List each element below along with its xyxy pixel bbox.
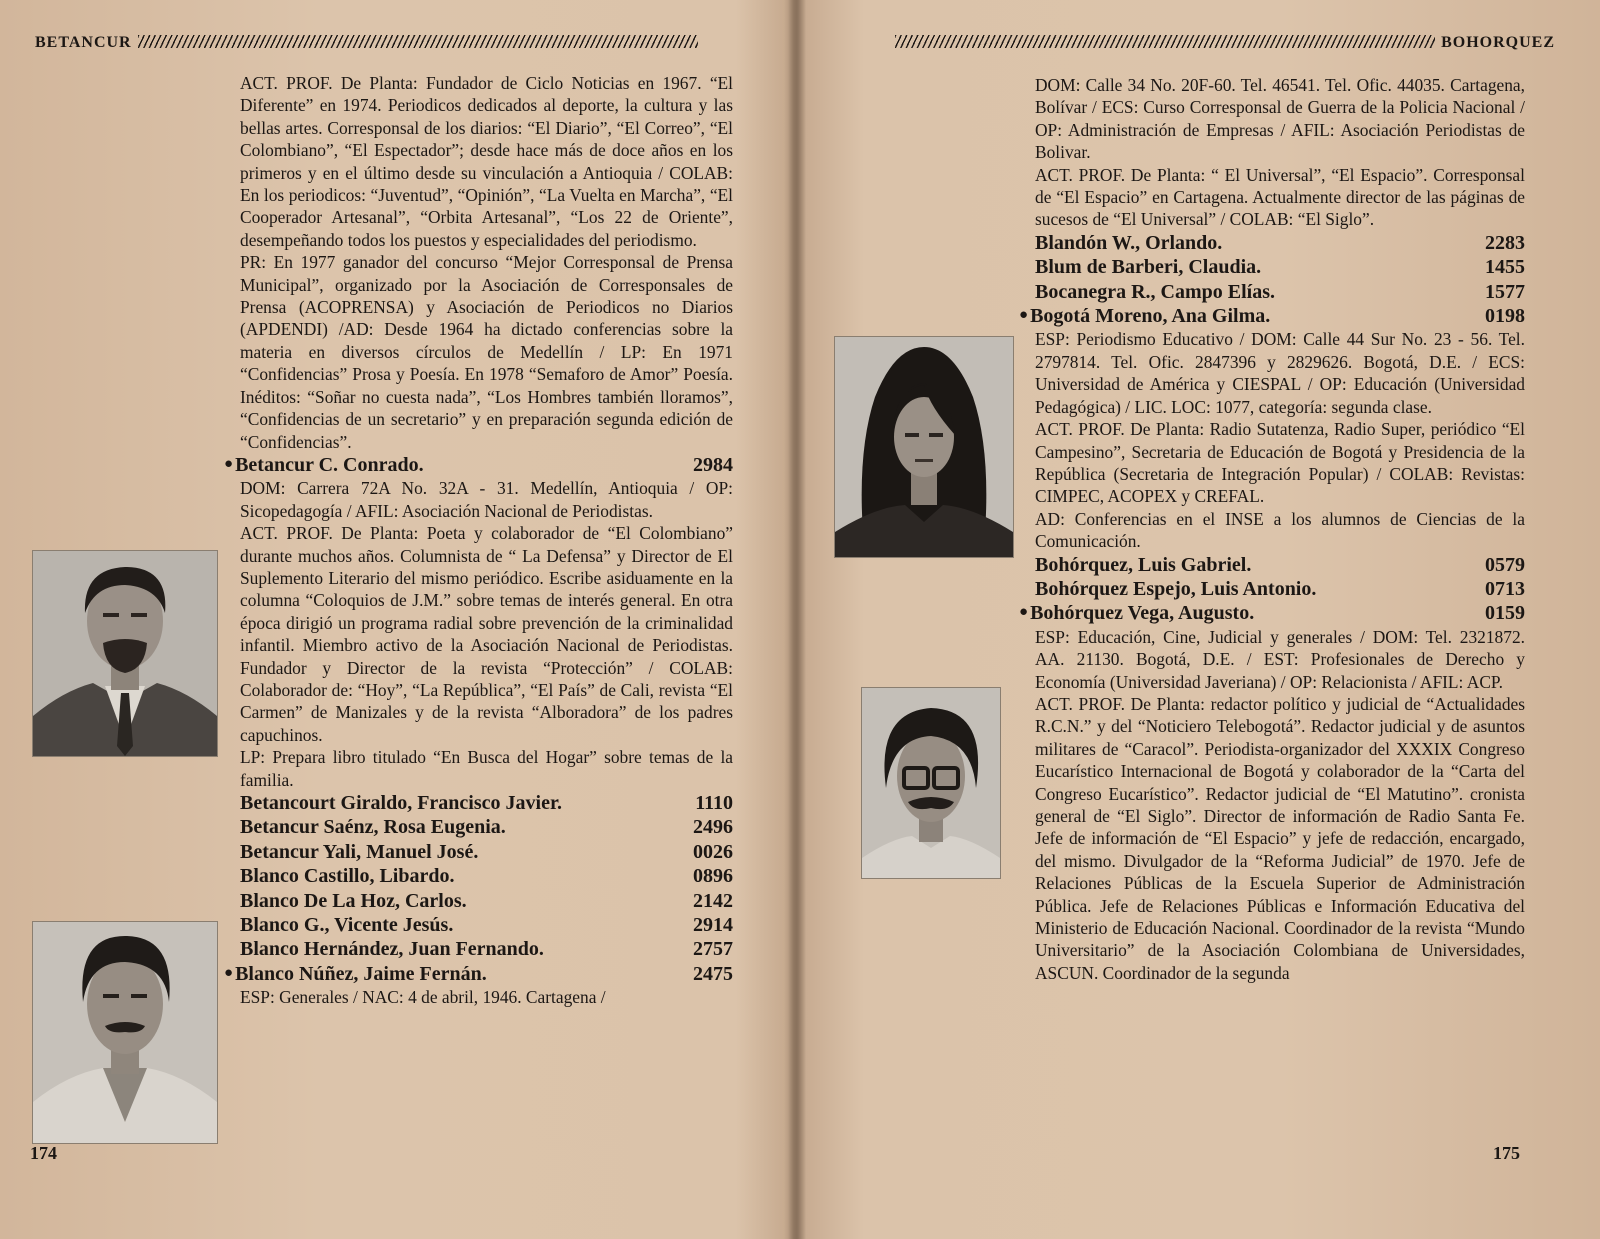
entry-heading — [240, 815, 733, 839]
entry-heading — [240, 889, 733, 913]
entry-heading — [240, 913, 733, 937]
entry-heading — [240, 791, 733, 815]
hatch-rule-right — [895, 35, 1435, 48]
entry-heading-bogota-moreno — [1019, 304, 1525, 328]
right-text-column — [1030, 74, 1525, 984]
entry-heading-blanco-nunez — [224, 962, 733, 986]
paragraph: DOM: Carrera 72A No. 32A - 31. Medellín, Antioquia / OP: Sicopedagogía / AFIL: Asociación Nacional de Periodistas. — [240, 478, 733, 521]
left-page — [0, 0, 790, 1239]
running-head-left-text: BETANCUR — [35, 34, 132, 51]
paragraph: ESP: Educación, Cine, Judicial y generales / DOM: Tel. 2321872. AA. 21130. Bogotá, D.E. / EST: Profesionales de Derecho y Economía (Universidad Javeriana) / OP: Relacionista / AFIL: ACP. — [1035, 626, 1525, 692]
entry-number: 0896 — [693, 865, 733, 888]
entry-number: 2496 — [693, 816, 733, 839]
entry-name: Blanco Castillo, Libardo. — [240, 865, 455, 888]
left-text-column — [235, 72, 733, 1009]
entry-name: Blanco Hernández, Juan Fernando. — [240, 938, 544, 961]
entry-number: 1110 — [695, 792, 733, 814]
hatch-rule-left — [138, 35, 698, 48]
entry-number: 0026 — [693, 840, 733, 863]
entry-heading — [1035, 280, 1525, 304]
entry-name: ● Bogotá Moreno, Ana Gilma. — [1030, 305, 1271, 328]
running-head-right — [860, 34, 1555, 52]
entry-number: 1455 — [1485, 256, 1525, 279]
running-head-left — [35, 34, 735, 52]
entry-heading — [1035, 255, 1525, 279]
entry-heading-bohorquez-vega — [1019, 601, 1525, 625]
entry-heading — [240, 937, 733, 961]
entry-name: Blanco De La Hoz, Carlos. — [240, 889, 467, 912]
entry-heading — [1035, 577, 1525, 601]
paragraph: PR: En 1977 ganador del concurso “Mejor Corresponsal de Prensa Municipal”, organizado por la Asociación de Corresponsales de Prensa (ACOPRENSA) y Asociación de Periodicos no Diarios (APDENDI) /AD: Desde 1964 ha dictado conferencias sobre la materia en diversos círculos de Medellín / LP: En 1971 “Confidencias” Prosa y Poesía. En 1978 “Semaforo de Amor” Poesía. Inéditos: “Soñar no cuesta nada”, “Los Hombres también lloramos”, “Confidencias de un secretario” y en preparación segunda edición de “Confidencias”. — [240, 252, 733, 452]
entry-number: 2475 — [693, 962, 733, 985]
entry-number: 0713 — [1485, 577, 1525, 600]
entry-name: Betancur Yali, Manuel José. — [240, 840, 479, 863]
paragraph: ACT. PROF. De Planta: Poeta y colaborador de “El Colombiano” durante muchos años. Columnista de “ La Defensa” y Director de El Suplemento Literario del mismo periódico. Escribe asiduamente en la columna “Coloquios de J.M.” sobre temas de interés general. En otra época dirigió un programa radial sobre prevención de la criminalidad infantil. Miembro activo de la Asociación Nacional de Periodistas. Fundador y Director de la revista “Protección” / COLAB: Colaborador de: “Hoy”, “La República”, “El País” de Cali, revista “El Carmen” de Manizales y de la revista “Alboradora” de los padres capuchinos. — [240, 523, 733, 745]
entry-number: 2984 — [693, 453, 733, 476]
entry-number: 2757 — [693, 938, 733, 961]
entry-number: 0579 — [1485, 553, 1525, 576]
running-head-right-text: BOHORQUEZ — [1441, 34, 1555, 51]
paragraph: ACT. PROF. De Planta: Radio Sutatenza, Radio Super, periódico “El Campesino”, Secretaria de Educación de Bogotá y Presidencia de la República (Secretaria de Integración Popular) / COLAB: Revistas: CIMPEC, ACOPEX y CREFAL. — [1035, 419, 1525, 507]
entry-name: Bohórquez Espejo, Luis Antonio. — [1035, 577, 1317, 600]
entry-number: 2914 — [693, 914, 733, 937]
entry-name: Betancur Saénz, Rosa Eugenia. — [240, 816, 506, 839]
right-page — [805, 0, 1600, 1239]
photo-blanco-nunez — [32, 921, 218, 1144]
entry-name: ● Betancur C. Conrado. — [235, 453, 424, 476]
photo-betancur-conrado — [32, 550, 218, 757]
entry-name: Blum de Barberi, Claudia. — [1035, 256, 1262, 279]
paragraph: ACT. PROF. De Planta: redactor político y judicial de “Actualidades R.C.N.” y del “Noticiero Telebogotá”. Redactor judicial y de asuntos militares de “Caracol”. Periodista-organizador del XXXIX Congreso Eucarístico Internacional de Bogotá y colaborador de la “Carta del Congreso Eucarístico”. Redactor judicial de “El Matutino”. cronista general de “El Siglo”. Director de información de Radio Santa Fe. Jefe de información de “El Espacio” y jefe de redacción, encargado, del mismo. Divulgador de la “Reforma Judicial” de 1970. Jefe de Relaciones Públicas de la Escuela Superior de Administración Pública. Jefe de Relaciones Públicas e Información Educativa del Ministerio de Educación Nacional. Coordinador de la revista “Mundo Universitario” de la Asociación Colombiana de Universidades, ASCUN. Coordinador de la segunda — [1035, 693, 1525, 983]
portrait-man-mustache — [33, 922, 217, 1143]
entry-name: Bohórquez, Luis Gabriel. — [1035, 553, 1252, 576]
photo-bohorquez-vega — [861, 687, 1001, 879]
entry-name: Blandón W., Orlando. — [1035, 231, 1223, 254]
entry-number: 2283 — [1485, 231, 1525, 254]
page-number-left: 174 — [30, 1143, 57, 1163]
entry-number: 2142 — [693, 889, 733, 912]
entry-heading — [1035, 231, 1525, 255]
page-number-right: 175 — [1493, 1143, 1520, 1163]
paragraph: DOM: Calle 34 No. 20F-60. Tel. 46541. Tel. Ofic. 44035. Cartagena, Bolívar / ECS: Curso Corresponsal de Guerra de la Policia Nacional / OP: Administración de Empresas / AFIL: Asociación Periodistas de Bolivar. — [1035, 75, 1525, 163]
book-gutter — [788, 0, 806, 1239]
entry-heading — [240, 840, 733, 864]
portrait-woman-long-hair — [835, 337, 1013, 557]
entry-name: Blanco G., Vicente Jesús. — [240, 914, 454, 937]
entry-name: ● Blanco Núñez, Jaime Fernán. — [235, 962, 487, 985]
entry-heading-betancur-conrado — [224, 453, 733, 477]
entry-name: ● Bohórquez Vega, Augusto. — [1030, 602, 1255, 625]
entry-name: Bocanegra R., Campo Elías. — [1035, 280, 1275, 303]
paragraph: ESP: Periodismo Educativo / DOM: Calle 44 Sur No. 23 - 56. Tel. 2797814. Tel. Ofic. 2847396 y 2829626. Bogotá, D.E. / ECS: Universidad de América y CIESPAL / OP: Educación (Universidad Pedagógica) / LIC. LOC: 1077, categoría: segunda clase. — [1035, 329, 1525, 417]
entry-name: Betancourt Giraldo, Francisco Javier. — [240, 792, 562, 814]
paragraph: LP: Prepara libro titulado “En Busca del Hogar” sobre temas de la familia. — [240, 747, 733, 790]
entry-heading — [1035, 553, 1525, 577]
photo-bogota-moreno — [834, 336, 1014, 558]
entry-number: 0198 — [1485, 305, 1525, 328]
portrait-man-glasses — [862, 688, 1000, 878]
paragraph: ACT. PROF. De Planta: “ El Universal”, “El Espacio”. Corresponsal de “El Espacio” en Cartagena. Actualmente director de las páginas de sucesos de “El Universal” / COLAB: “El Siglo”. — [1035, 164, 1525, 230]
paragraph: ACT. PROF. De Planta: Fundador de Ciclo Noticias en 1967. “El Diferente” en 1974. Periodicos dedicados al deporte, la cultura y las bellas artes. Corresponsal de los diarios: “El Diario”, “El Correo”, “El Colombiano”, “El Espectador”; desde hace más de doce años en los primeros y en el último desde su vinculación a Antioquia / COLAB: En los periodicos: “Juventud”, “Opinión”, “La Vuelta en Marcha”, “El Cooperador Artesanal”, “Orbita Artesanal”, “Los 22 de Oriente”, desempeñando todos los puestos y especialidades del periodismo. — [240, 73, 733, 250]
entry-number: 0159 — [1485, 602, 1525, 625]
entry-heading — [240, 864, 733, 888]
portrait-man-suit — [33, 551, 217, 756]
entry-number: 1577 — [1485, 280, 1525, 303]
paragraph: AD: Conferencias en el INSE a los alumnos de Ciencias de la Comunicación. — [1035, 508, 1525, 552]
paragraph: ESP: Generales / NAC: 4 de abril, 1946. Cartagena / — [240, 987, 606, 1008]
